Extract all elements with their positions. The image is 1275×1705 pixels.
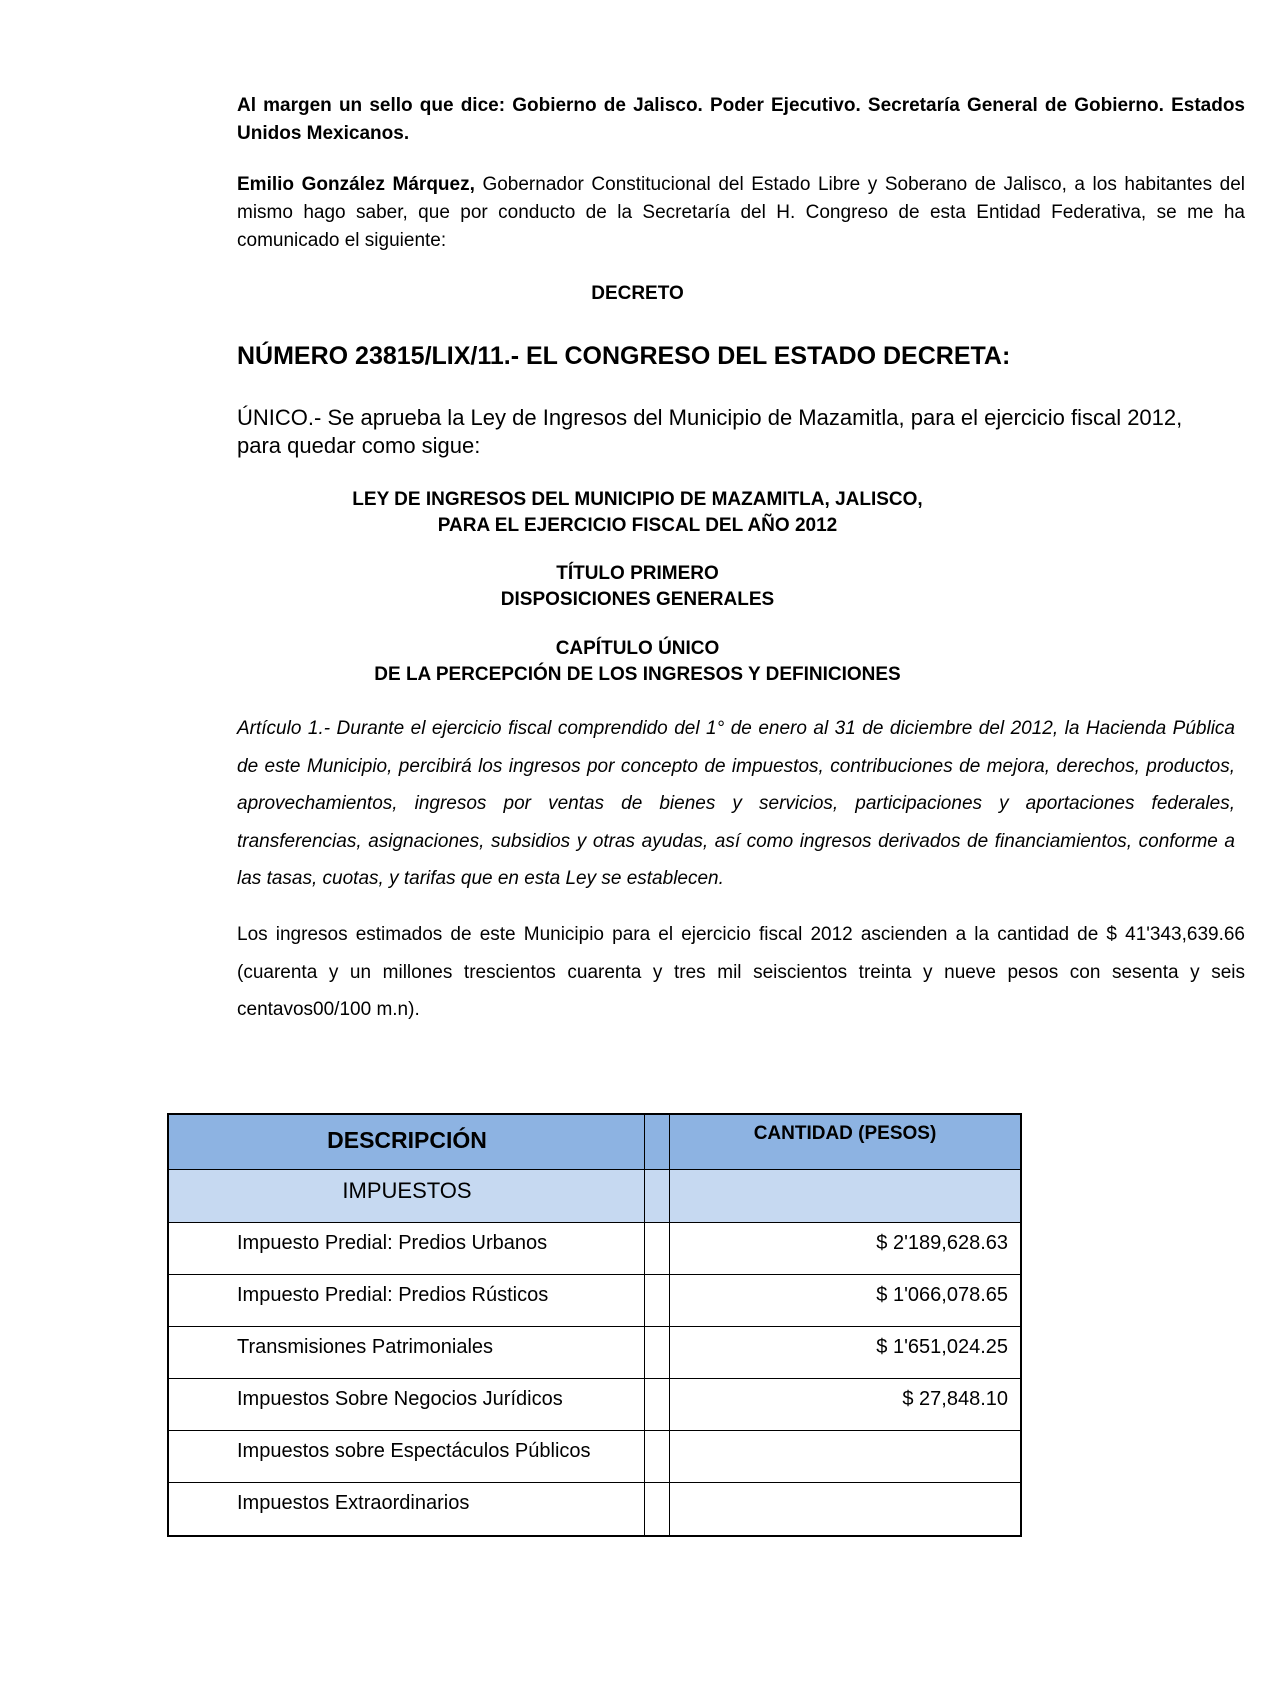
row-description-cell <box>169 1327 645 1378</box>
row-description-cell <box>169 1275 645 1326</box>
row-spacer-cell <box>645 1483 670 1535</box>
row-spacer-cell <box>645 1379 670 1430</box>
header-amount-cell <box>670 1115 1020 1169</box>
title-heading-line-2: DISPOSICIONES GENERALES <box>500 589 775 610</box>
unico-paragraph: ÚNICO.- Se aprueba la Ley de Ingresos del Municipio de Mazamitla, para el ejercicio fiscal 2012, para quedar como sigue: <box>237 405 1183 458</box>
row-label: Impuesto Predial: Predios Rústicos <box>237 1284 549 1306</box>
row-description-cell <box>169 1379 645 1430</box>
table-row <box>169 1431 1020 1483</box>
table-row <box>169 1327 1020 1379</box>
header-description-cell <box>169 1115 645 1169</box>
row-value: $ 27,848.10 <box>902 1388 1008 1410</box>
row-amount-cell <box>670 1431 1020 1482</box>
section-label-cell <box>169 1170 645 1222</box>
chapter-heading-line-2: DE LA PERCEPCIÓN DE LOS INGRESOS Y DEFINICIONES <box>374 664 901 685</box>
section-amount-cell <box>670 1170 1020 1222</box>
row-label: Impuesto Predial: Predios Urbanos <box>237 1232 548 1254</box>
title-heading <box>0 561 1275 613</box>
decree-heading: DECRETO <box>591 283 684 304</box>
row-amount-cell <box>670 1483 1020 1535</box>
table-row <box>169 1483 1020 1535</box>
row-amount-cell <box>670 1223 1020 1274</box>
table-section-row <box>169 1170 1020 1223</box>
article-1-paragraph: Artículo 1.- Durante el ejercicio fiscal comprendido del 1° de enero al 31 de diciembre del 2012, la Hacienda Pública de este Municipio, percibirá los ingresos por concepto de impuestos, contribuciones de mejora, derechos, productos, aprovechamientos, ingresos por ventas de bienes y servicios, participaciones y aportaciones federales, transferencias, asignaciones, subsidios y otras ayudas, así como ingresos derivados de financiamientos, conforme a las tasas, cuotas, y tarifas que en esta Ley se establecen. <box>237 718 1235 889</box>
row-value: $ 1'651,024.25 <box>876 1336 1008 1358</box>
row-label: Impuestos sobre Espectáculos Públicos <box>237 1440 591 1462</box>
table-row <box>169 1275 1020 1327</box>
column-header-description: DESCRIPCIÓN <box>327 1127 487 1153</box>
chapter-heading <box>0 636 1275 688</box>
column-header-amount: CANTIDAD (PESOS) <box>753 1123 937 1144</box>
title-heading-line-1: TÍTULO PRIMERO <box>556 563 719 584</box>
table-header-row <box>169 1115 1020 1170</box>
row-amount-cell <box>670 1379 1020 1430</box>
intro-text: Gobernador Constitucional del Estado Libre y Soberano de Jalisco, a los habitantes del mismo hago saber, que por conducto de la Secretaría del H. Congreso de esta Entidad Federativa, se me ha comunicado el siguiente: <box>237 174 1245 251</box>
row-description-cell <box>169 1483 645 1535</box>
table-row <box>169 1223 1020 1275</box>
stamp-note: Al margen un sello que dice: Gobierno de Jalisco. Poder Ejecutivo. Secretaría General de Gobierno. Estados Unidos Mexicanos. <box>237 95 1245 144</box>
section-spacer-cell <box>645 1170 670 1222</box>
row-value: $ 1'066,078.65 <box>876 1284 1008 1306</box>
row-description-cell <box>169 1431 645 1482</box>
row-spacer-cell <box>645 1327 670 1378</box>
estimated-income-paragraph: Los ingresos estimados de este Municipio para el ejercicio fiscal 2012 ascienden a la cantidad de $ 41'343,639.66 (cuarenta y un millones trescientos cuarenta y tres mil seiscientos treinta y nueve pesos con sesenta y seis centavos00/100 m.n). <box>237 924 1245 1020</box>
header-spacer-cell <box>645 1115 670 1169</box>
chapter-heading-line-1: CAPÍTULO ÚNICO <box>555 638 720 659</box>
row-spacer-cell <box>645 1431 670 1482</box>
row-value: $ 2'189,628.63 <box>876 1232 1008 1254</box>
governor-name: Emilio González Márquez, <box>237 174 475 195</box>
law-title-line-1: LEY DE INGRESOS DEL MUNICIPIO DE MAZAMITLA, JALISCO, <box>352 489 923 510</box>
intro-paragraph <box>237 171 1245 255</box>
law-title <box>0 487 1275 539</box>
table-row <box>169 1379 1020 1431</box>
row-amount-cell <box>670 1327 1020 1378</box>
row-spacer-cell <box>645 1275 670 1326</box>
decree-number: NÚMERO 23815/LIX/11.- EL CONGRESO DEL ESTADO DECRETA: <box>237 342 1011 370</box>
row-label: Transmisiones Patrimoniales <box>237 1336 494 1358</box>
row-label: Impuestos Extraordinarios <box>237 1492 470 1514</box>
row-description-cell <box>169 1223 645 1274</box>
row-amount-cell <box>670 1275 1020 1326</box>
row-label: Impuestos Sobre Negocios Jurídicos <box>237 1388 563 1410</box>
section-label: IMPUESTOS <box>342 1178 472 1203</box>
income-table <box>167 1113 1022 1537</box>
law-title-line-2: PARA EL EJERCICIO FISCAL DEL AÑO 2012 <box>437 515 838 536</box>
row-spacer-cell <box>645 1223 670 1274</box>
